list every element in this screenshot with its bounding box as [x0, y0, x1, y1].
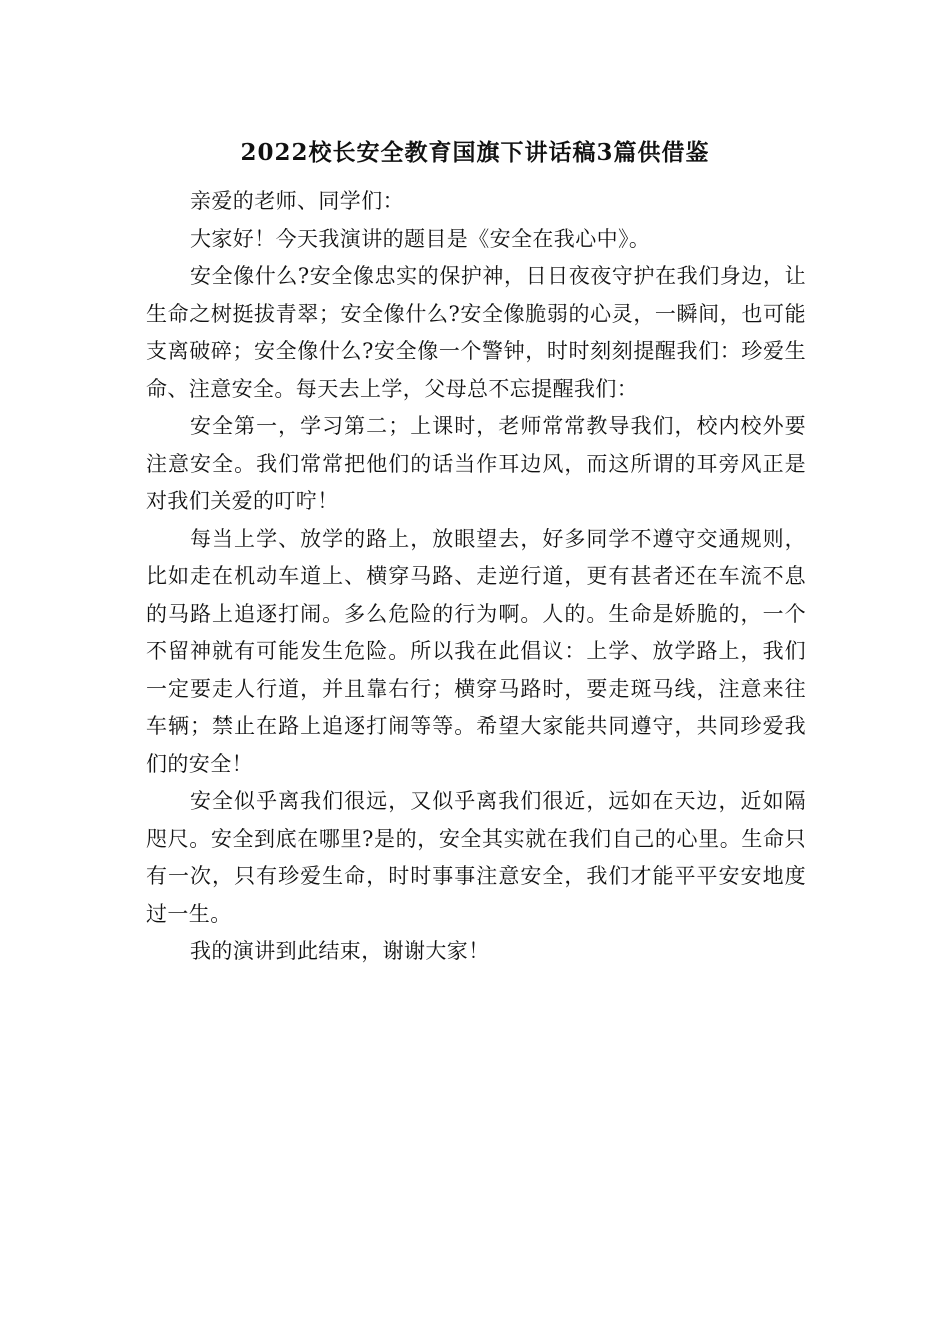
document-body: [146, 183, 806, 971]
paragraph: 每当上学、放学的路上，放眼望去，好多同学不遵守交通规则，比如走在机动车道上、横穿马路、走逆行道，更有甚者还在车流不息的马路上追逐打闹。多么危险的行为啊。人的。生命是娇脆的，一个不留神就有可能发生危险。所以我在此倡议：上学、放学路上，我们一定要走人行道，并且靠右行；横穿马路时，要走斑马线，注意来往车辆；禁止在路上追逐打闹等等。希望大家能共同遵守，共同珍爱我们的安全！: [146, 526, 806, 776]
document-title: 2022校长安全教育国旗下讲话稿3篇供借鉴: [240, 139, 710, 166]
paragraph-closing: 我的演讲到此结束，谢谢大家！: [190, 939, 490, 963]
paragraph: 安全似乎离我们很远，又似乎离我们很近，远如在天边，近如隔咫尺。安全到底在哪里?是的，安全其实就在我们自己的心里。生命只有一次，只有珍爱生命，时时事事注意安全，我们才能平平安安地度过一生。: [146, 789, 806, 926]
paragraph: 安全第一，学习第二；上课时，老师常常教导我们，校内校外要注意安全。我们常常把他们的话当作耳边风，而这所谓的耳旁风正是对我们关爱的叮咛！: [146, 414, 806, 513]
paragraph-greeting: 大家好！今天我演讲的题目是《安全在我心中》。: [190, 226, 651, 251]
paragraph: 安全像什么?安全像忠实的保护神，日日夜夜守护在我们身边，让生命之树挺拔青翠；安全像什么?安全像脆弱的心灵，一瞬间，也可能支离破碎；安全像什么?安全像一个警钟，时时刻刻提醒我们：珍爱生命、注意安全。每天去上学，父母总不忘提醒我们：: [146, 264, 806, 401]
paragraph-salutation: 亲爱的老师、同学们：: [190, 189, 404, 213]
